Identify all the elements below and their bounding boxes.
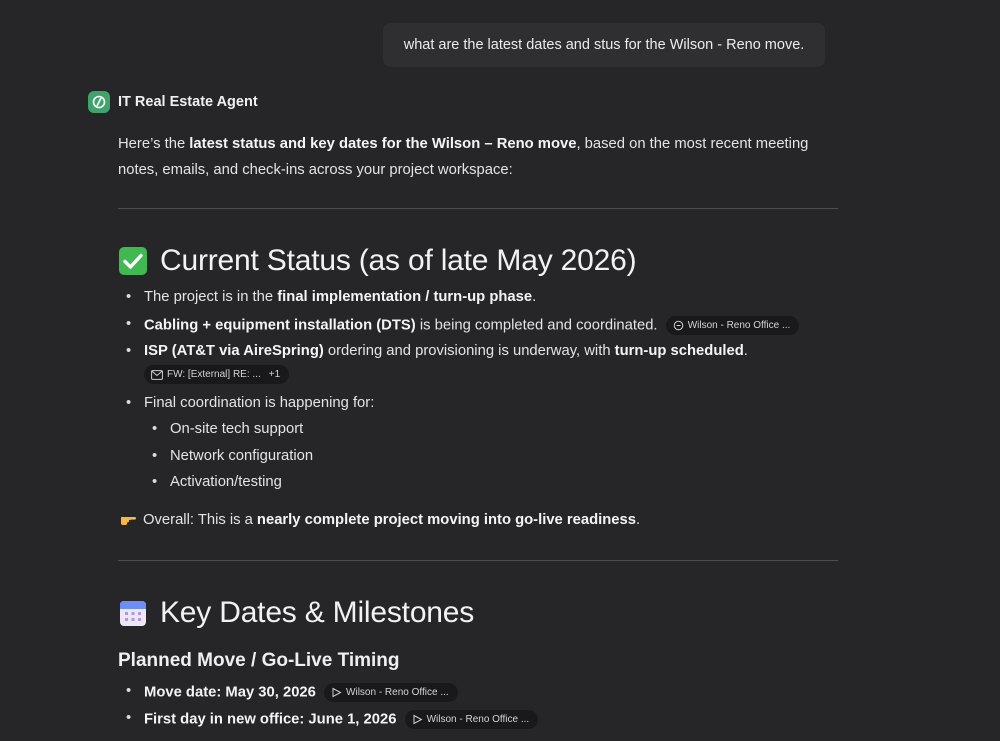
divider — [118, 560, 838, 561]
move-timing-subheading: Planned Move / Go-Live Timing — [118, 650, 400, 671]
item-bold: Cabling + equipment installation (DTS) — [144, 317, 416, 334]
intro-bold: latest status and key dates for the Wilson – Reno move — [189, 136, 577, 152]
chip-extra-count: +1 — [268, 369, 281, 380]
key-dates-heading-text: Key Dates & Milestones — [160, 596, 475, 629]
current-status-heading — [118, 244, 636, 278]
overall-summary — [118, 512, 640, 528]
list-item — [118, 289, 799, 316]
sub-list-item — [144, 421, 313, 448]
meeting-source-chip[interactable] — [666, 316, 800, 335]
list-item — [118, 316, 799, 343]
item-text: . — [635, 512, 641, 528]
play-arrow-icon — [412, 714, 423, 725]
item-text: Network configuration — [170, 447, 314, 464]
item-bold: final implementation / turn-up phase — [277, 289, 533, 305]
item-text: ordering and provisioning is underway, with — [323, 343, 615, 359]
email-source-chip[interactable] — [144, 365, 289, 384]
intro-text: Here’s the — [118, 136, 190, 152]
sub-list-item — [144, 474, 313, 501]
item-text: is being completed and coordinated. — [415, 317, 658, 334]
user-message-bubble — [383, 23, 825, 67]
mail-icon — [151, 370, 163, 380]
item-bold: ISP (AT&T via AireSpring) — [144, 343, 324, 359]
item-text: Activation/testing — [170, 474, 282, 490]
pointing-hand-icon — [120, 513, 137, 527]
item-bold: turn-up scheduled — [614, 343, 744, 359]
list-item — [118, 343, 799, 395]
check-mark-button-icon — [118, 246, 148, 276]
calendar-icon — [118, 598, 148, 628]
sub-list-item — [144, 448, 313, 475]
dates-list — [118, 683, 538, 736]
agent-name: IT Real Estate Agent — [118, 94, 258, 110]
chat-icon — [673, 320, 684, 331]
user-message-text: what are the latest dates and stus for the Wilson - Reno move. — [403, 37, 805, 53]
play-arrow-icon — [331, 687, 342, 698]
item-text: The project is in the — [144, 289, 278, 305]
item-bold: nearly complete project moving into go-live readiness — [256, 512, 636, 528]
chip-label: Wilson - Reno Office ... — [426, 713, 530, 725]
list-item — [118, 683, 538, 710]
item-text: . — [743, 343, 748, 359]
item-text: . — [532, 289, 537, 305]
agent-response — [118, 131, 838, 727]
coordination-sublist — [144, 421, 313, 501]
source-chip[interactable] — [324, 683, 458, 702]
list-item — [118, 710, 538, 737]
item-bold: First day in new office: June 1, 2026 — [144, 710, 397, 727]
source-chip[interactable] — [405, 710, 539, 729]
current-status-heading-text: Current Status (as of late May 2026) — [160, 244, 637, 277]
status-list — [118, 289, 799, 421]
chip-label: Wilson - Reno Office ... — [687, 320, 791, 331]
intro-paragraph — [118, 131, 838, 183]
divider — [118, 208, 838, 209]
item-text: Final coordination is happening for: — [144, 395, 375, 411]
agent-header — [88, 91, 258, 113]
chip-label: FW: [External] RE: ... — [167, 369, 261, 380]
chip-label: Wilson - Reno Office ... — [346, 687, 449, 698]
list-item — [118, 395, 799, 421]
item-text: On-site tech support — [170, 421, 304, 437]
agent-logo-icon — [88, 91, 110, 113]
item-bold: Move date: May 30, 2026 — [144, 684, 316, 701]
key-dates-heading — [118, 596, 474, 630]
item-text: Overall: This is a — [143, 512, 253, 528]
intro-text-end: , based on the most recent meeting notes, emails, and check-ins across your project workspace: — [118, 136, 809, 178]
